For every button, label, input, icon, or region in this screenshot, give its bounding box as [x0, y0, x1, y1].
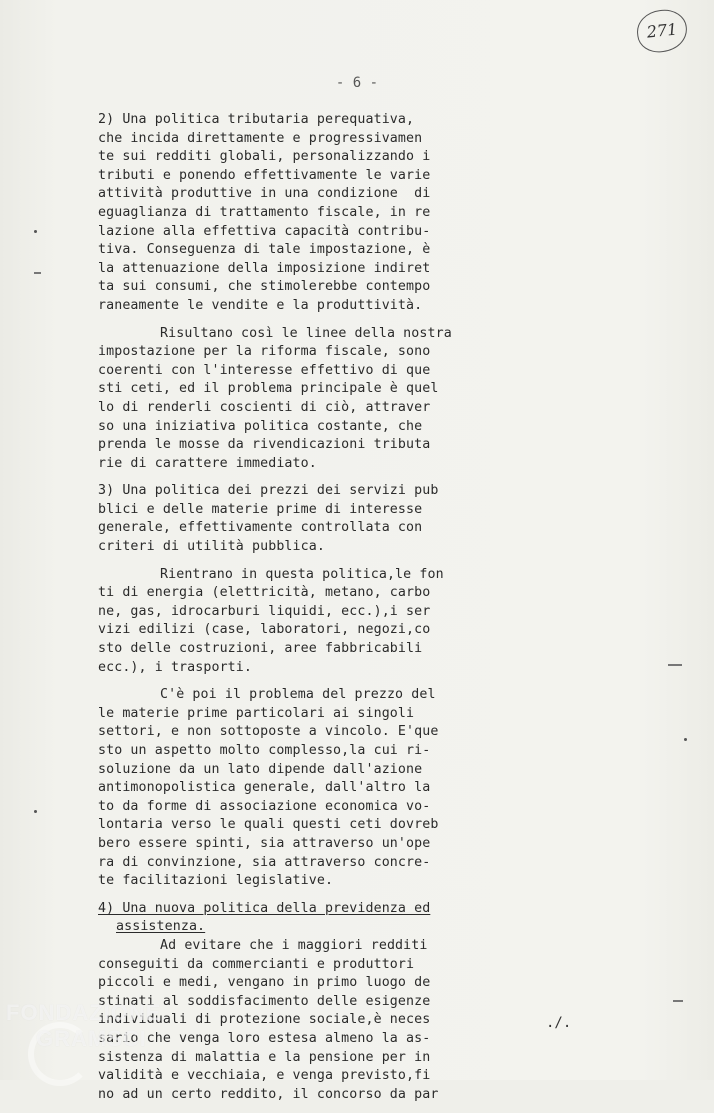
text-line: 2) Una politica tributaria perequativa, [98, 112, 415, 127]
text-line: validità e vecchiaia, e venga previsto,fi [98, 1068, 431, 1084]
text-line: bero essere spinti, sia attraverso un'ope [98, 835, 431, 851]
text-line: ecc.), i trasporti. [98, 659, 253, 675]
margin-tick-mark [668, 664, 682, 666]
margin-punch-mark [684, 738, 687, 741]
text-line: sti ceti, ed il problema principale è quel [98, 381, 439, 397]
text-line: sario che venga loro estesa almeno la as- [98, 1030, 431, 1046]
paragraph-energy-sources [98, 566, 458, 678]
text-line: eguaglianza di trattamento fiscale, in re [98, 204, 431, 220]
margin-tick-mark [673, 1000, 683, 1002]
text-line: settori, e non sottoposte a vincolo. E'que [98, 724, 439, 740]
text-line: impostazione per la riforma fiscale, sono [98, 344, 431, 360]
text-line: le materie prime particolari ai singoli [98, 705, 415, 721]
text-line: ra di convinzione, sia attraverso concre- [98, 854, 431, 870]
text-line: ti di energia (elettricità, metano, carbo [98, 585, 431, 601]
text-line: ne, gas, idrocarburi liquidi, ecc.),i ser [98, 603, 431, 619]
underlined-heading-line: 4) Una nuova politica della previdenza ed [98, 900, 431, 916]
archive-watermark [6, 1000, 161, 1052]
document-body [98, 111, 458, 1113]
text-line: vizi edilizi (case, laboratori, negozi,co [98, 622, 431, 638]
text-line: so una iniziativa politica costante, che [98, 418, 423, 434]
text-line: 3) Una politica dei prezzi dei servizi pub [98, 483, 439, 499]
text-line: te sui redditi globali, personalizzando i [98, 149, 431, 165]
continuation-mark: ./. [546, 1015, 572, 1031]
text-line: rie di carattere immediato. [98, 455, 317, 471]
text-line: Ad evitare che i maggiori redditi [160, 937, 428, 953]
paragraph-raw-materials [98, 686, 458, 891]
text-line: individuali di protezione sociale,è neces [98, 1012, 431, 1028]
underlined-heading-line: assistenza. [116, 919, 206, 935]
margin-tick-mark [34, 272, 41, 274]
text-line: sto un aspetto molto complesso,la cui ri- [98, 743, 431, 758]
text-line: coerenti con l'interesse effettivo di que [98, 362, 431, 378]
text-line: la attenuazione della imposizione indiret [98, 260, 431, 276]
margin-punch-mark [34, 810, 37, 813]
text-line: ta sui consumi, che stimolerebbe contempo [98, 279, 431, 295]
text-line: che incida direttamente e progressivamen [98, 130, 423, 146]
text-line: tributi e ponendo effettivamente le varie [98, 167, 431, 183]
text-line: sistenza di malattia e la pensione per in [98, 1049, 431, 1065]
text-line: sto delle costruzioni, aree fabbricabili [98, 641, 423, 657]
text-line: to da forme di associazione economica vo- [98, 798, 431, 814]
page-number: - 6 - [335, 75, 379, 91]
text-line: criteri di utilità pubblica. [98, 539, 325, 555]
handwritten-page-annotation: 271 [635, 8, 689, 55]
text-line: Risultano così le linee della nostra [160, 325, 452, 341]
watermark-line: FONDAZIONE [6, 1000, 162, 1025]
text-line: lazione alla effettiva capacità contribu- [98, 223, 431, 239]
text-line: blici e delle materie prime di interesse [98, 501, 423, 517]
watermark-line: GRAMSCI [36, 1026, 147, 1051]
text-line: attività produttive in una condizione di [98, 186, 431, 202]
text-line: prenda le mosse da rivendicazioni tributa [98, 437, 431, 453]
text-line: soluzione da un lato dipende dall'azione [98, 761, 423, 777]
text-line: antimonopolistica generale, dall'altro la [98, 780, 431, 796]
text-line: stinati al soddisfacimento delle esigenze [98, 993, 431, 1009]
text-line: no ad un certo reddito, il concorso da par [98, 1086, 439, 1102]
text-line: te facilitazioni legislative. [98, 873, 334, 889]
margin-punch-mark [34, 230, 37, 233]
paragraph-point-3 [98, 482, 458, 556]
text-line: lo di renderli coscienti di ciò, attraver [98, 399, 431, 415]
paragraph-point-4-heading [98, 900, 458, 937]
text-line: Rientrano in questa politica,le fon [160, 566, 444, 582]
paragraph-point-2 [98, 111, 458, 316]
text-line: lontaria verso le quali questi ceti dovreb [98, 817, 439, 833]
text-line: conseguiti da commercianti e produttori [98, 956, 415, 972]
text-line: raneamente le vendite e la produttività. [98, 297, 423, 313]
text-line: generale, effettivamente controllata con [98, 520, 423, 536]
text-line: piccoli e medi, vengano in primo luogo de [98, 975, 431, 991]
text-line: C'è poi il problema del prezzo del [160, 687, 436, 703]
text-line: tiva. Conseguenza di tale impostazione, è [98, 242, 431, 258]
paragraph-fiscal-lines [98, 325, 458, 474]
